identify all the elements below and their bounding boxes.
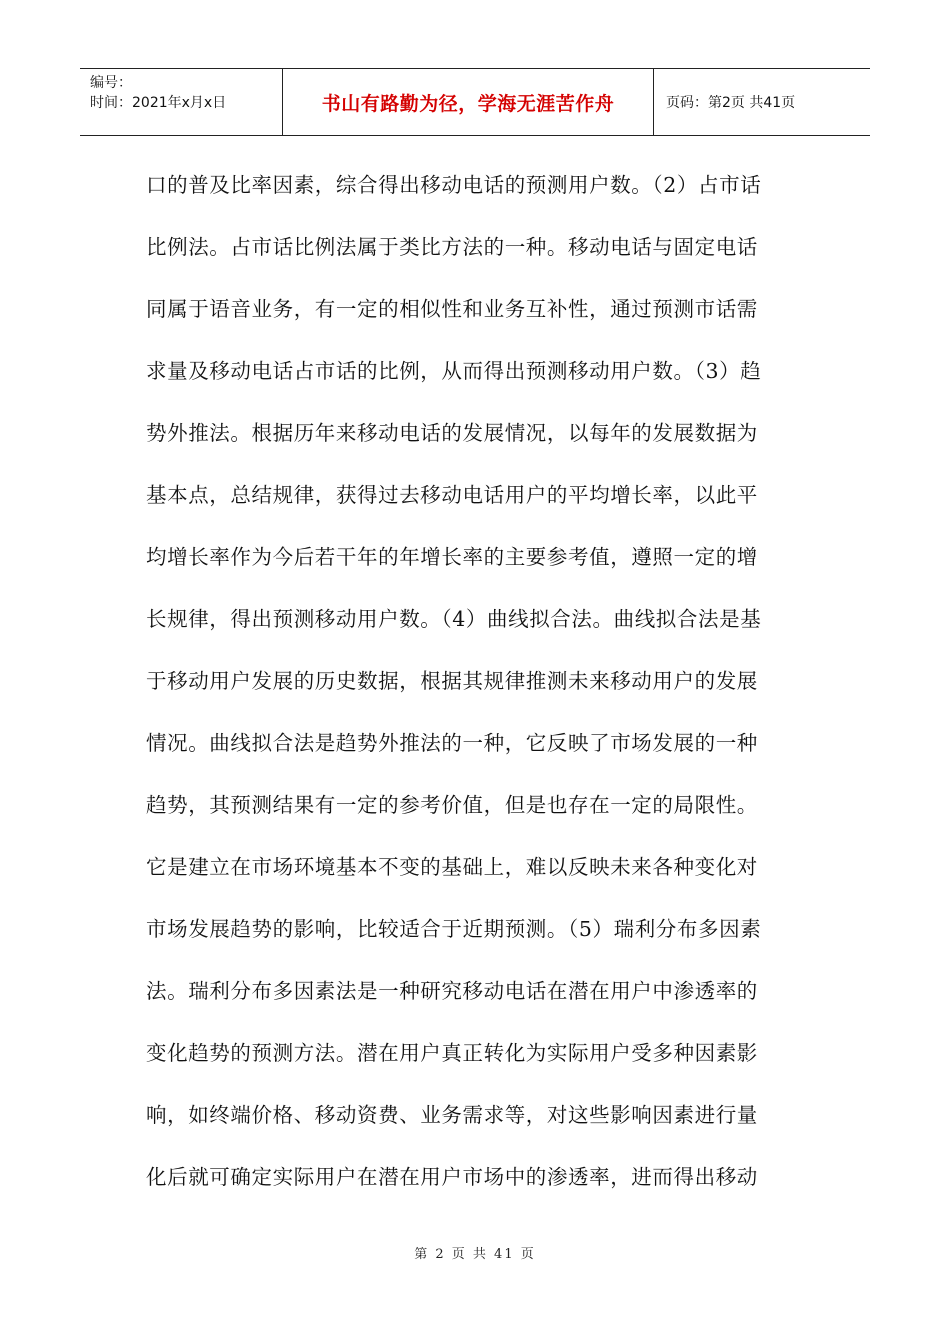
text-line: 同属于语音业务，有一定的相似性和业务互补性，通过预测市话需 [146, 297, 758, 321]
text-line: 势外推法。根据历年来移动电话的发展情况，以每年的发展数据为 [146, 421, 758, 445]
header-page-info: 页码：第2页 共41页 [666, 95, 796, 111]
text-line: 情况。曲线拟合法是趋势外推法的一种，它反映了市场发展的一种 [146, 731, 758, 755]
text-line: 法。瑞利分布多因素法是一种研究移动电话在潜在用户中渗透率的 [146, 979, 758, 1003]
body-text [146, 160, 806, 1214]
text-line: 均增长率作为今后若干年的年增长率的主要参考值，遵照一定的增 [146, 545, 758, 569]
page-footer: 第 2 页 共 41 页 [414, 1247, 536, 1262]
text-line: 市场发展趋势的影响，比较适合于近期预测。（5）瑞利分布多因素 [146, 917, 762, 941]
text-line: 基本点，总结规律，获得过去移动电话用户的平均增长率，以此平 [146, 483, 758, 507]
text-line: 响，如终端价格、移动资费、业务需求等，对这些影响因素进行量 [146, 1103, 758, 1127]
text-line: 求量及移动电话占市话的比例，从而得出预测移动用户数。（3）趋 [146, 359, 762, 383]
text-line: 它是建立在市场环境基本不变的基础上，难以反映未来各种变化对 [146, 855, 758, 879]
page-header [80, 68, 870, 136]
text-line: 于移动用户发展的历史数据，根据其规律推测未来移动用户的发展 [146, 669, 758, 693]
text-line: 口的普及比率因素，综合得出移动电话的预测用户数。（2）占市话 [146, 173, 762, 197]
text-line: 长规律，得出预测移动用户数。（4）曲线拟合法。曲线拟合法是基 [146, 607, 762, 631]
header-motto: 书山有路勤为径，学海无涯苦作舟 [282, 69, 654, 135]
document-number-label: 编号： [90, 75, 132, 91]
text-line: 变化趋势的预测方法。潜在用户真正转化为实际用户受多种因素影 [146, 1041, 758, 1065]
text-line: 趋势，其预测结果有一定的参考价值，但是也存在一定的局限性。 [146, 793, 758, 817]
header-meta [80, 69, 282, 135]
text-line: 比例法。占市话比例法属于类比方法的一种。移动电话与固定电话 [146, 235, 758, 259]
text-line: 化后就可确定实际用户在潜在用户市场中的渗透率，进而得出移动 [146, 1165, 758, 1189]
document-time-label: 时间：2021年x月x日 [90, 95, 227, 111]
